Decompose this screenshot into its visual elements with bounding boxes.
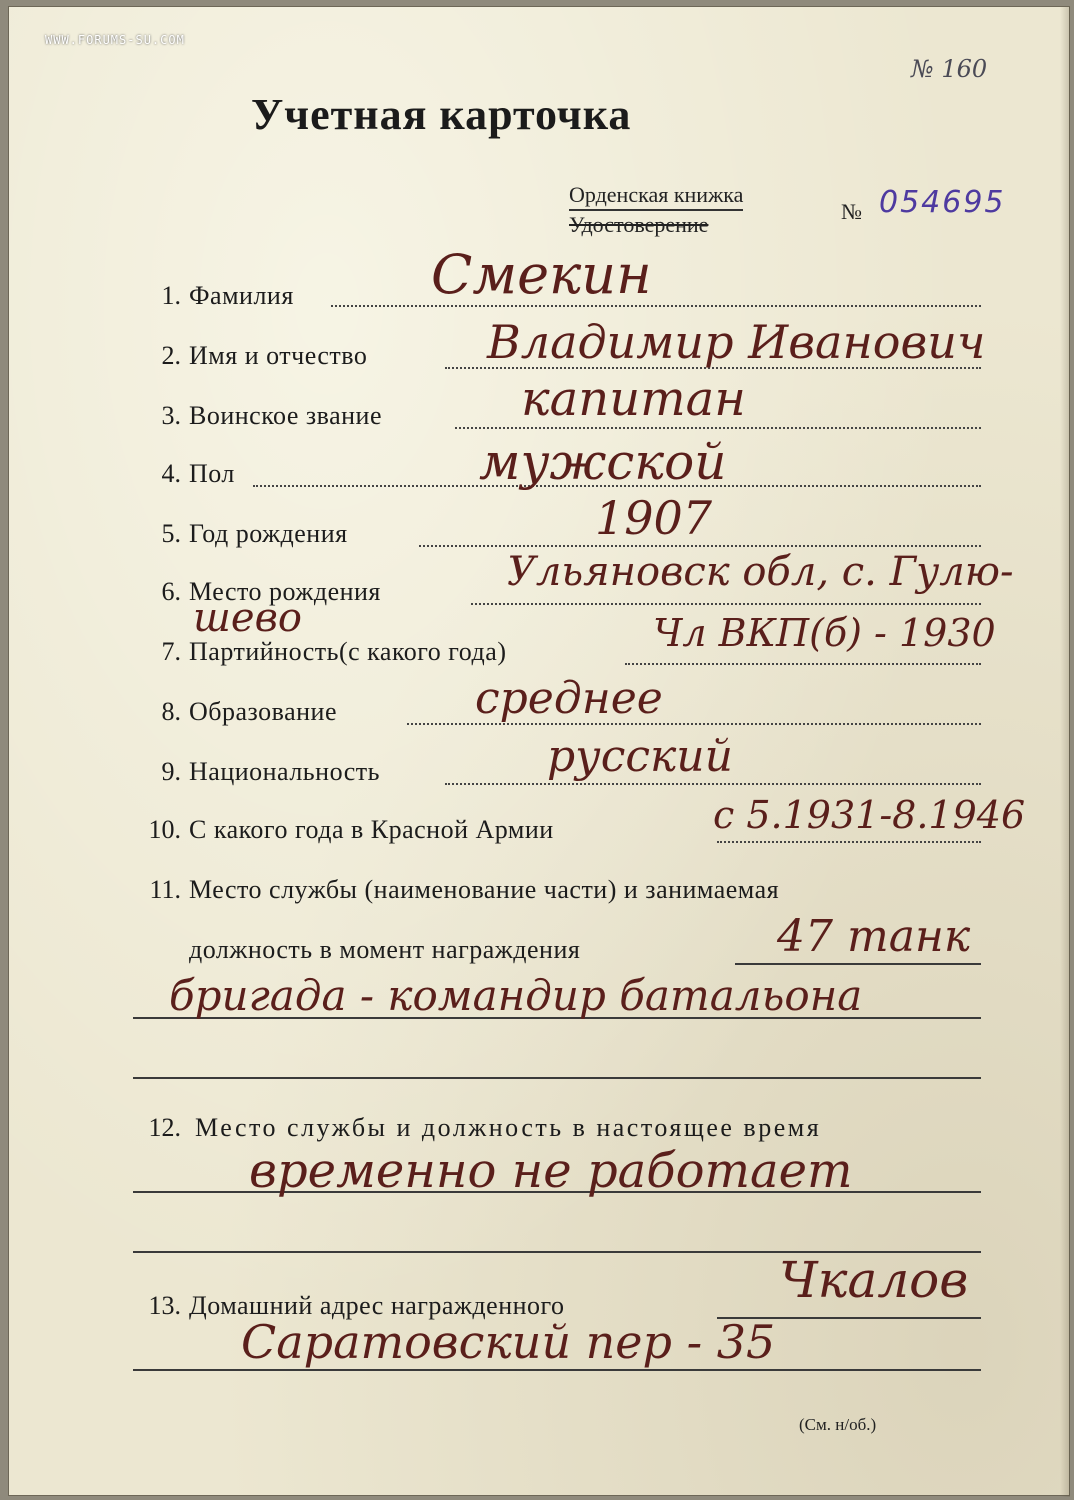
field-value-home-address: Чкалов xyxy=(779,1251,969,1309)
field-value-service-place-continued: бригада - командир батальона xyxy=(169,971,863,1020)
field-label-current-position: Место службы и должность в настоящее время xyxy=(195,1113,822,1142)
field-line xyxy=(471,603,981,605)
field-label-party-membership: Партийность(с какого года) xyxy=(189,637,507,666)
field-value-nationality: русский xyxy=(547,731,733,782)
field-line xyxy=(133,1077,981,1079)
field-number: 9. xyxy=(161,757,181,786)
field-label-military-rank: Воинское звание xyxy=(189,401,382,430)
footnote-see-reverse: (См. н/об.) xyxy=(799,1415,877,1434)
field-label-sex: Пол xyxy=(189,459,235,488)
field-line xyxy=(625,663,981,665)
field-number: 1. xyxy=(161,281,181,310)
field-number: 10. xyxy=(148,815,181,844)
field-number: 2. xyxy=(161,341,181,370)
field-label-service-place-line2: должность в момент награждения xyxy=(189,935,581,964)
field-label-birth-place: Место рождения xyxy=(189,577,381,606)
field-value-surname: Смекин xyxy=(431,243,652,306)
corner-handwritten-mark: № 160 xyxy=(911,55,988,83)
field-number: 4. xyxy=(161,459,181,488)
field-label-birth-year: Год рождения xyxy=(189,519,348,548)
field-value-birth-year: 1907 xyxy=(595,491,713,545)
document-type-block xyxy=(569,181,743,239)
field-label-service-place: Место службы (наименование части) и занимаемая xyxy=(189,875,780,904)
page-title: Учетная карточка xyxy=(251,90,632,139)
field-label-red-army-since: С какого года в Красной Армии xyxy=(189,815,554,844)
field-value-current-position: временно не работает xyxy=(249,1143,853,1199)
field-value-party-membership: Чл ВКП(б) - 1930 xyxy=(653,611,996,655)
field-number: 3. xyxy=(161,401,181,430)
field-value-military-rank: капитан xyxy=(521,371,746,427)
field-value-service-place: 47 танк xyxy=(777,911,971,962)
field-number: 12. xyxy=(148,1113,181,1142)
field-value-education: среднее xyxy=(475,673,663,724)
serial-number: 054695 xyxy=(879,185,1006,220)
document-type-order-book: Орденская книжка xyxy=(569,181,743,211)
watermark: WWW.FORUMS-SU.COM xyxy=(45,33,185,47)
field-value-name-patronymic: Владимир Иванович xyxy=(487,315,986,369)
field-number: 7. xyxy=(161,637,181,666)
field-line xyxy=(419,545,981,547)
field-line xyxy=(735,963,981,965)
field-number: 8. xyxy=(161,697,181,726)
field-number: 11. xyxy=(149,875,181,904)
field-line xyxy=(331,305,981,307)
field-label-nationality: Национальность xyxy=(189,757,380,786)
field-label-name-patronymic: Имя и отчество xyxy=(189,341,368,370)
field-number: 13. xyxy=(148,1291,181,1320)
field-value-birth-place-continued: шево xyxy=(193,595,302,641)
field-value-sex: мужской xyxy=(479,433,727,491)
field-value-red-army-since: с 5.1931-8.1946 xyxy=(713,793,1026,837)
field-value-birth-place: Ульяновск обл, с. Гулю- xyxy=(507,549,1014,595)
field-label-home-address: Домашний адрес награжденного xyxy=(189,1291,565,1320)
number-sign: № xyxy=(841,199,862,224)
field-line xyxy=(445,783,981,785)
field-value-home-address-continued: Саратовский пер - 35 xyxy=(241,1315,776,1369)
field-label-surname: Фамилия xyxy=(189,281,294,310)
paper-edge xyxy=(1060,7,1070,1497)
field-line xyxy=(133,1369,981,1371)
field-number: 6. xyxy=(161,577,181,606)
field-label-education: Образование xyxy=(189,697,338,726)
field-number: 5. xyxy=(161,519,181,548)
field-line xyxy=(455,427,981,429)
field-line xyxy=(717,841,981,843)
record-card xyxy=(8,6,1070,1496)
document-type-certificate-struck: Удостоверение xyxy=(569,212,709,237)
